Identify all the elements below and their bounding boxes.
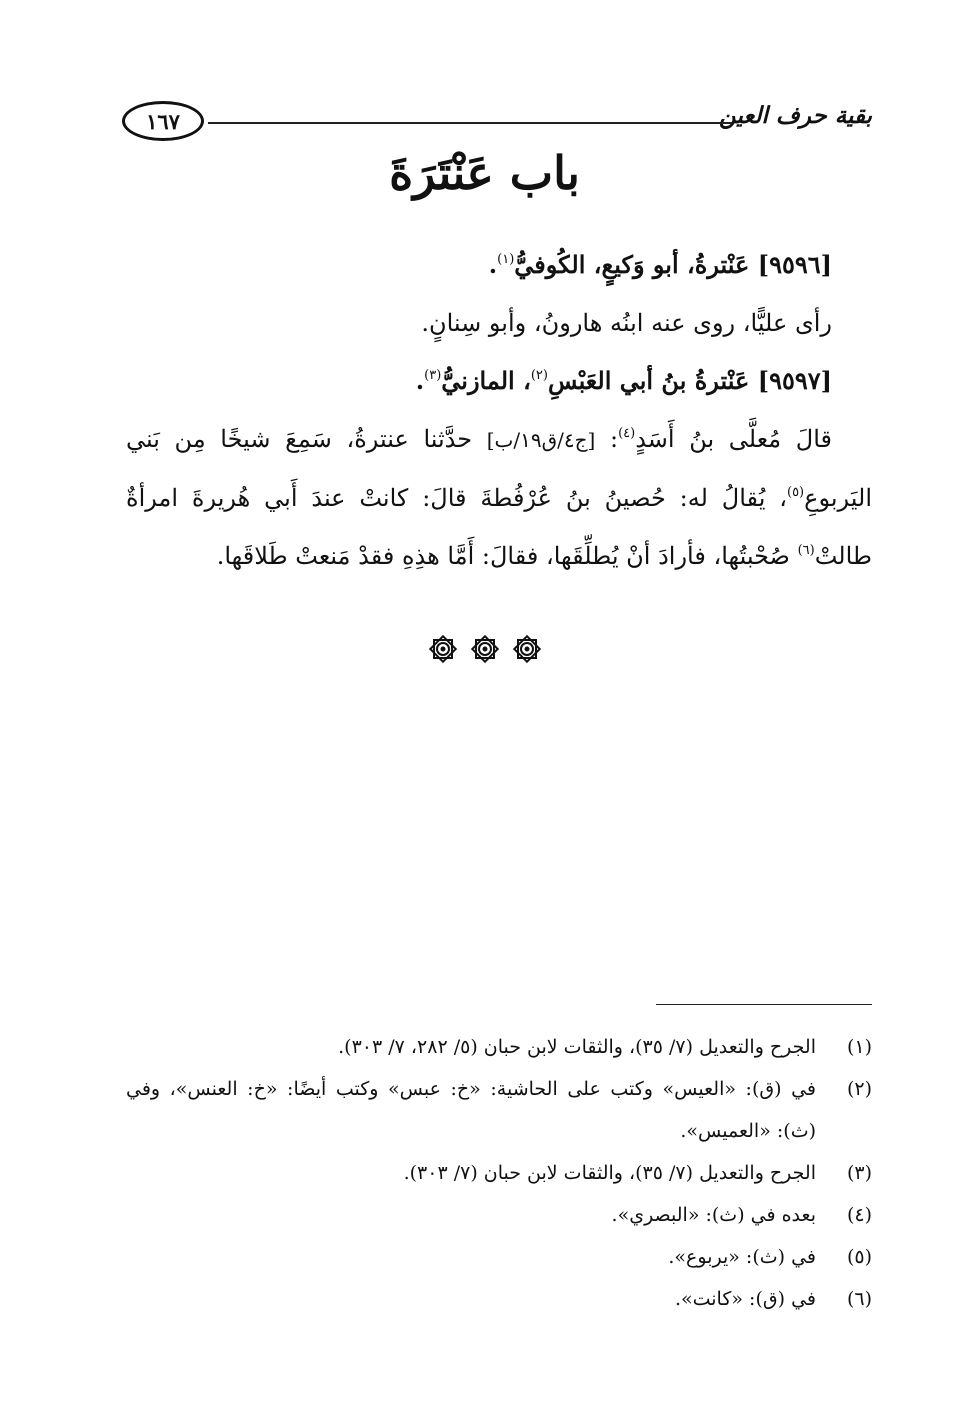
footnote-number: (٣) xyxy=(846,1162,872,1184)
footnote-number: (٥) xyxy=(846,1246,872,1268)
footnote-ref: (٣) xyxy=(424,368,442,383)
narration-paragraph: قالَ مُعلَّى بنُ أَسَدٍ$^{(٤)}$: [ج٤/ق١٩/ب] حدَّثنا عنترةُ، سَمِعَ شيخًا مِن بَني اليَربوعِ$^{(٥)}$، يُقالُ له: حُصينُ بنُ عُرْفُطةَ قالَ: كانتْ عندَ أَبي هُريرةَ امرأةٌ طالتْ$^{(٦)}$ صُحْبتُها، فأرادَ أنْ يُطلِّقَها، فقالَ: أَمَّا هذِهِ فقدْ مَنعتْ طَلاقَها. xyxy=(126,425,872,570)
footnote-item xyxy=(126,1026,872,1068)
footnote-text: بعده في (ث): «البصري». xyxy=(611,1204,816,1226)
footnote-item xyxy=(126,1068,872,1152)
footnote-number: (٦) xyxy=(846,1288,872,1310)
footnote-separator xyxy=(656,1004,872,1005)
entry-heading-9596: [٩٥٩٦] عَنْترةُ، أبو وَكيعٍ، الكُوفيُّ$^{(١)}$. xyxy=(488,250,832,279)
footnote-item xyxy=(126,1278,872,1320)
footnote-ref: (٥) xyxy=(786,485,805,500)
page-number: ١٦٧ xyxy=(146,108,180,134)
footnote-ref: (٦) xyxy=(797,543,815,558)
footnote-number: (٤) xyxy=(846,1204,872,1226)
chapter-title: باب عَنْتَرَةَ xyxy=(389,146,580,200)
rosette-icon xyxy=(470,634,500,664)
main-text xyxy=(126,236,872,585)
footnote-text: الجرح والتعديل (٧/ ٣٥)، والثقات لابن حبان (٥/ ٢٨٢، ٧/ ٣٠٣). xyxy=(338,1036,816,1058)
footnote-text: في (ث): «يربوع». xyxy=(668,1246,816,1268)
footnote-ref: (٢) xyxy=(530,368,548,383)
header-rule xyxy=(208,122,732,124)
running-header xyxy=(122,98,872,150)
entry-heading-9597: [٩٥٩٧] عَنْترةُ بنُ أبي العَبْسِ$^{(٢)}$، المازنيُّ$^{(٣)}$. xyxy=(415,366,832,395)
section-end-ornaments xyxy=(0,634,969,664)
footnote-number: (١) xyxy=(846,1036,872,1058)
footnote-number: (٢) xyxy=(846,1078,872,1100)
footnote-text: في (ق): «العيس» وكتب على الحاشية: «خ: عبس» وكتب أيضًا: «خ: العنس»، وفي (ث): «العميس». xyxy=(126,1078,816,1142)
running-title: بقية حرف العين xyxy=(718,102,872,129)
footnote-ref: (١) xyxy=(497,252,515,267)
footnote-item xyxy=(126,1194,872,1236)
footnote-text: الجرح والتعديل (٧/ ٣٥)، والثقات لابن حبان (٧/ ٣٠٣). xyxy=(403,1162,816,1184)
entry-body-9596: رأى عليًّا، روى عنه ابنُه هارونُ، وأبو سِنانٍ. xyxy=(421,309,832,337)
footnote-text: في (ق): «كانت». xyxy=(674,1288,816,1310)
footnote-ref: (٤) xyxy=(618,426,636,441)
rosette-icon xyxy=(428,634,458,664)
rosette-icon xyxy=(512,634,542,664)
footnote-item xyxy=(126,1152,872,1194)
footnote-item xyxy=(126,1236,872,1278)
footnotes xyxy=(126,1026,872,1320)
page-number-badge xyxy=(122,101,204,141)
manuscript-reference: [ج٤/ق١٩/ب] xyxy=(486,428,596,452)
